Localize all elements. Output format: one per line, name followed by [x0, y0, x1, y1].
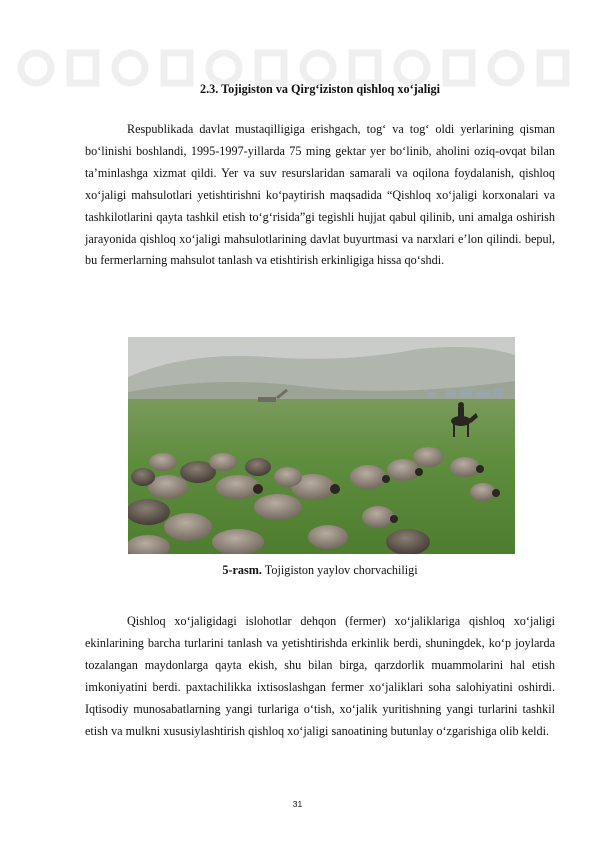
page-number: 31: [292, 799, 303, 809]
pasture-photo: [128, 337, 515, 554]
section-heading: 2.3. Tojigiston va Qirg‘iziston qishloq xo‘jaligi: [199, 82, 441, 96]
paragraph-1: Respublikada davlat mustaqilligiga erishgach, tog‘ va tog‘ oldi yerlarining qisman bo‘linishi boshlandi, 1995-1997-yillarda 75 ming gektar yer bo‘linib, aholini oziq-ovqat bilan ta’minlashga xizmat qildi. Yer va suv resurslaridan samarali va oqilona foydalanish, qishloq xo‘jaligi mahsulotlari yetishtirishni ko‘paytirish maqsadida “Qishloq xo‘jaligi korxonalari va tashkilotlarini qayta tashkil etish to‘g‘risida”gi tegishli hujjat qabul qilinib, uni amalga oshirish jarayonida qishloq xo‘jaligi mahsulotlarining davlat buyurtmasi va narxlari e’lon qilindi. bepul, bu fermerlarning mahsulot tanlash va etishtirish erkinligiga hissa qo‘shdi.: [85, 122, 555, 268]
figure-label: 5-rasm.: [222, 563, 262, 577]
pasture-photo-illustration: [128, 337, 515, 554]
figure-caption-text: Tojigiston yaylov chorvachiligi: [264, 563, 418, 577]
paragraph-2: Qishloq xo‘jaligidagi islohotlar dehqon (fermer) xo‘jaliklariga qishloq xo‘jaligi ekinlarining barcha turlarini tanlash va yetishtirishda erkinlik berdi, shuningdek, ko‘p joylarda tozalangan maydonlarga qayta ekish, shu bilan birga, qarzdorlik muammolarini hal etish imkoniyatini berdi. paxtachilikka ixtisoslashgan fermer xo‘jaliklari soha salohiyatini oshirdi. Iqtisodiy munosabatlarning yangi turlariga o‘tish, xo‘jalik yuritishning yangi turlarini tashkil etish va mulkni xususiylashtirish qishloq xo‘jaligi sanoatining butunlay o‘zgarishiga olib keldi.: [85, 614, 555, 738]
figure-caption: [85, 561, 555, 579]
